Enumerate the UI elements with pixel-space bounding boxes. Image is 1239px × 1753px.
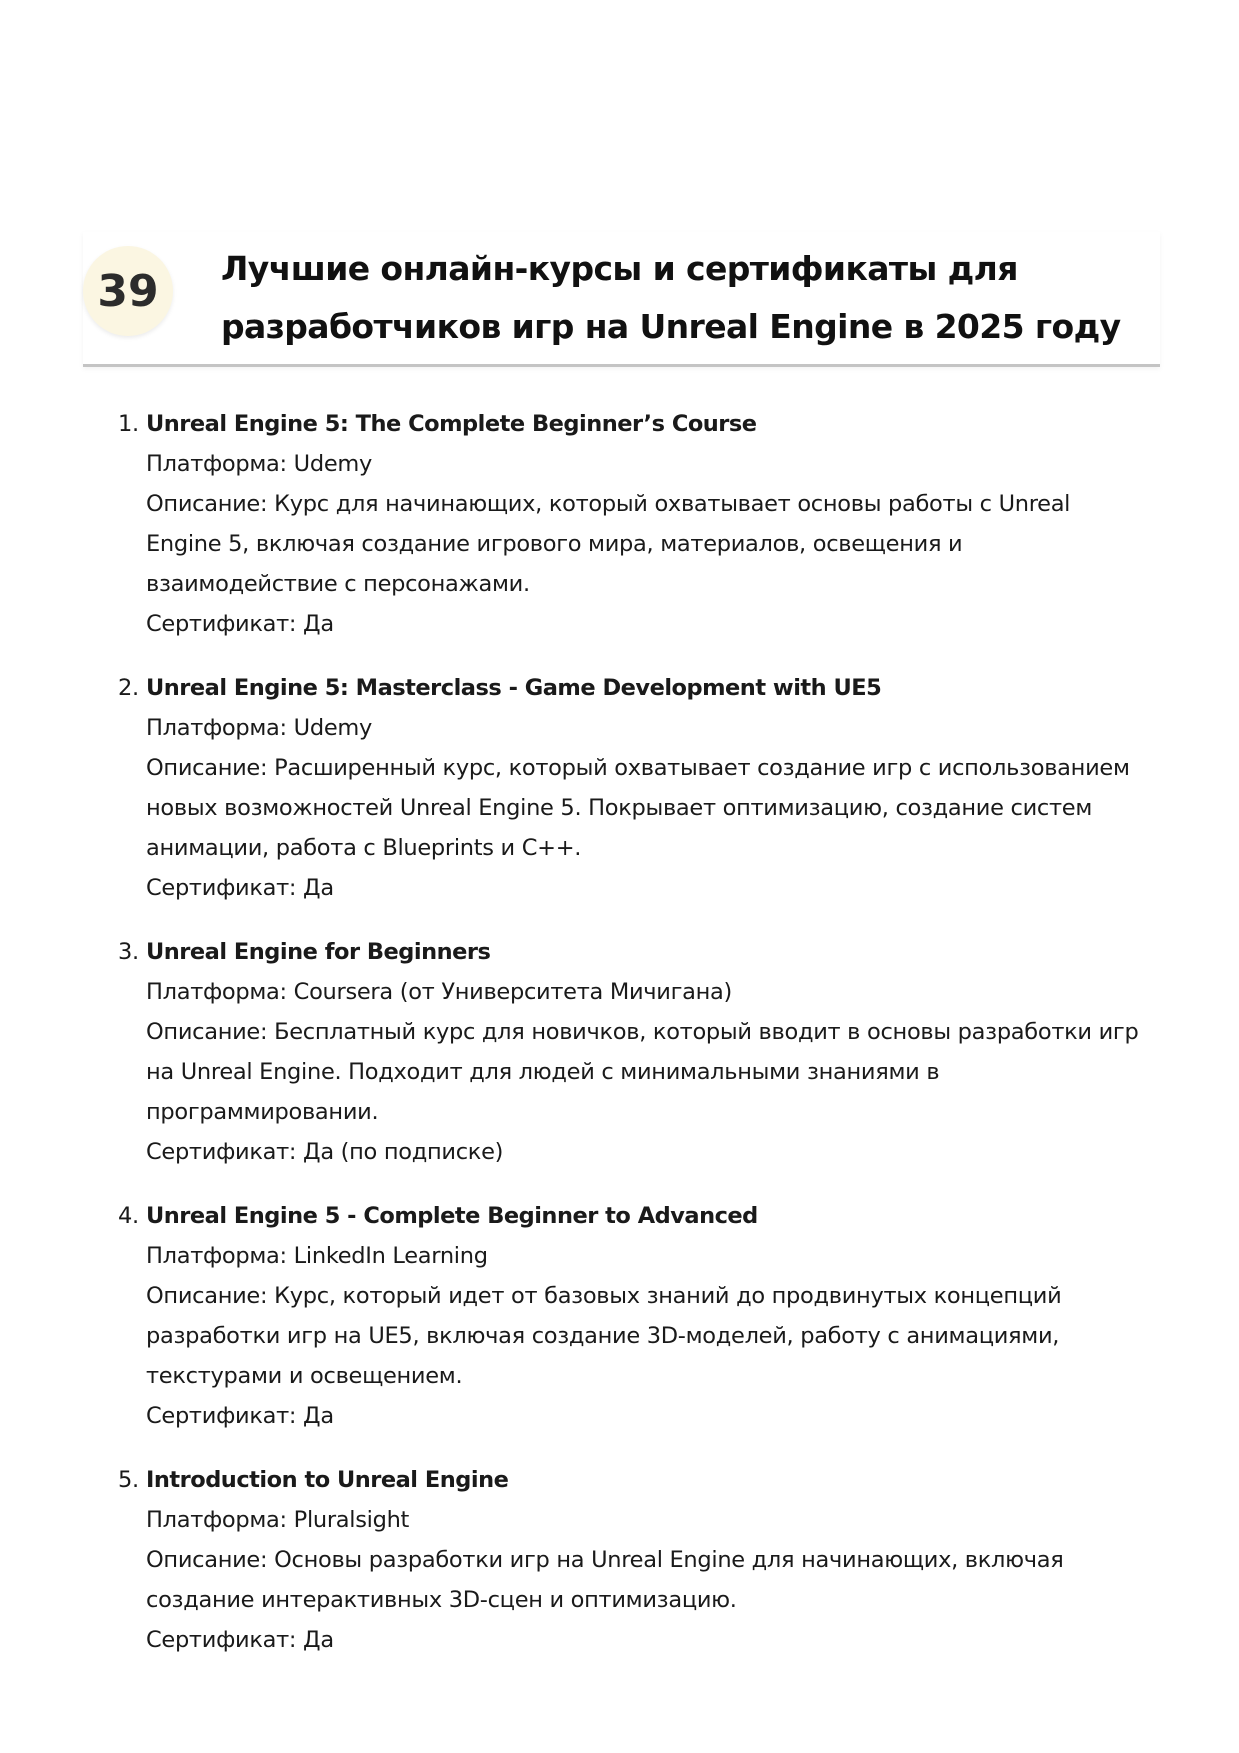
course-title: Unreal Engine 5: Masterclass - Game Development with UE5 [146,675,882,701]
course-number: 2. [118,675,139,701]
course-number: 1. [118,411,139,437]
course-item [118,404,1148,644]
course-title: Introduction to Unreal Engine [146,1467,509,1493]
course-item [118,1196,1148,1436]
course-certificate: Сертификат: Да [146,875,334,901]
page-title: Лучшие онлайн-курсы и сертификаты для разработчиков игр на Unreal Engine в 2025 году [221,249,1121,346]
course-number: 5. [118,1467,139,1493]
course-certificate: Сертификат: Да [146,1627,334,1653]
course-platform: Платформа: Udemy [146,451,373,477]
course-platform: Платформа: Pluralsight [146,1507,410,1533]
course-number: 4. [118,1203,139,1229]
course-list [118,404,1148,1684]
course-description: Описание: Курс для начинающих, который охватывает основы работы с Unreal Engine 5, включая создание игрового мира, материалов, освещения и взаимодействие с персонажами. [146,491,1071,597]
course-title: Unreal Engine 5: The Complete Beginner’s Course [146,411,757,437]
course-platform: Платформа: Coursera (от Университета Мичигана) [146,979,732,1005]
course-title: Unreal Engine 5 - Complete Beginner to Advanced [146,1203,758,1229]
course-title: Unreal Engine for Beginners [146,939,491,965]
section-number-badge: 39 [83,246,173,336]
course-certificate: Сертификат: Да (по подписке) [146,1139,504,1165]
course-number: 3. [118,939,139,965]
course-certificate: Сертификат: Да [146,1403,334,1429]
course-description: Описание: Бесплатный курс для новичков, который вводит в основы разработки игр на Unreal Engine. Подходит для людей с минимальными знаниями в программировании. [146,1019,1139,1125]
course-description: Описание: Курс, который идет от базовых знаний до продвинутых концепций разработки игр на UE5, включая создание 3D-моделей, работу с анимациями, текстурами и освещением. [146,1283,1062,1389]
course-item [118,932,1148,1172]
course-description: Описание: Основы разработки игр на Unreal Engine для начинающих, включая создание интерактивных 3D-сцен и оптимизацию. [146,1547,1064,1613]
section-header [83,232,1160,367]
course-item [118,668,1148,908]
course-certificate: Сертификат: Да [146,611,334,637]
course-platform: Платформа: Udemy [146,715,373,741]
course-description: Описание: Расширенный курс, который охватывает создание игр с использованием новых возможностей Unreal Engine 5. Покрывает оптимизацию, создание систем анимации, работа с Blueprints и C++. [146,755,1130,861]
course-item [118,1460,1148,1660]
course-platform: Платформа: LinkedIn Learning [146,1243,488,1269]
